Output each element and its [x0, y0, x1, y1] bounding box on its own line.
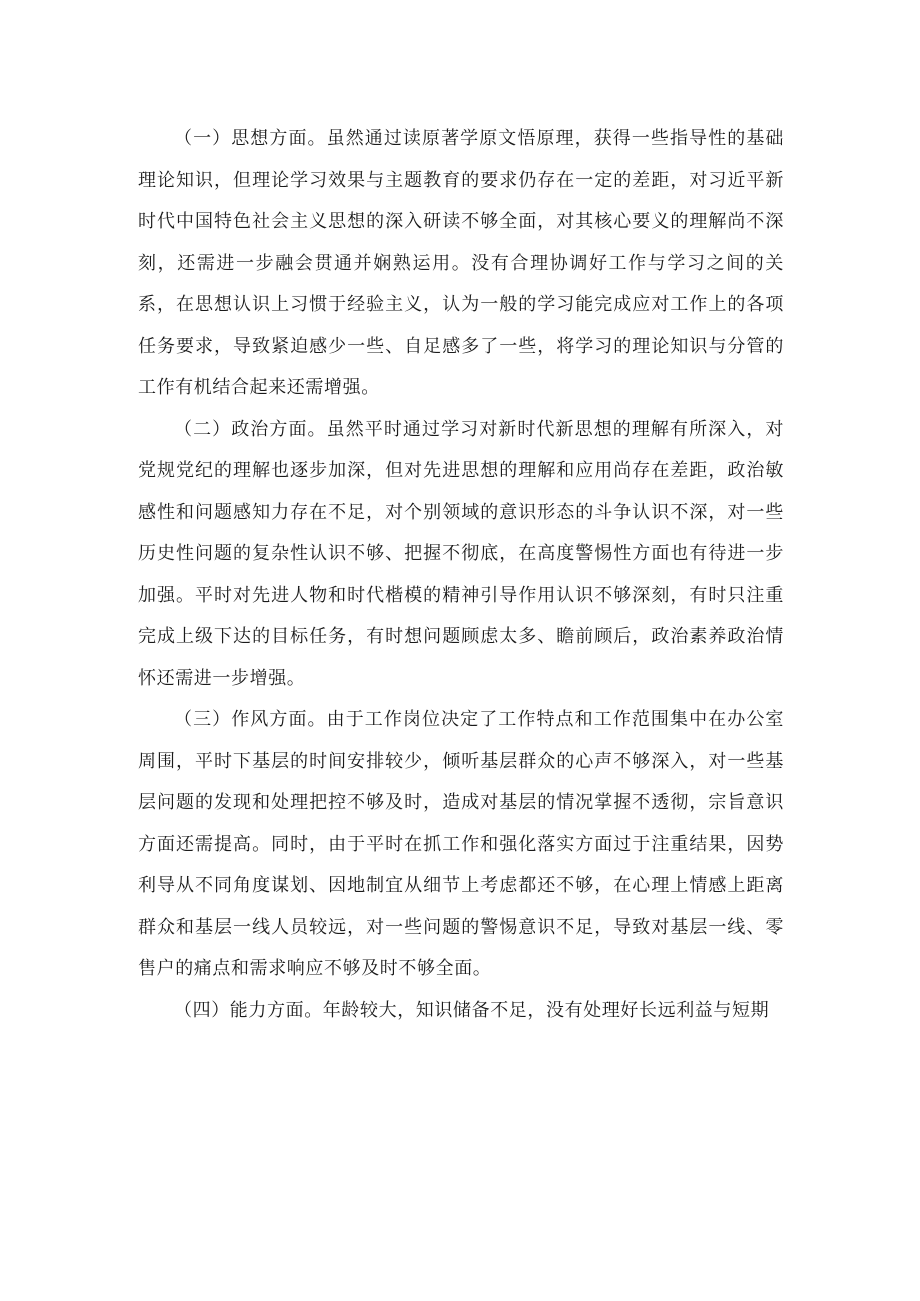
paragraph-thought: （一）思想方面。虽然通过读原著学原文悟原理，获得一些指导性的基础理论知识，但理论学习效果与主题教育的要求仍存在一定的差距，对习近平新时代中国特色社会主义思想的深入研读不够全面，对其核心要义的理解尚不深刻，还需进一步融会贯通并娴熟运用。没有合理协调好工作与学习之间的关系，在思想认识上习惯于经验主义，认为一般的学习能完成应对工作上的各项任务要求，导致紧迫感少一些、自足感多了一些，将学习的理论知识与分管的工作有机结合起来还需增强。 — [138, 128, 784, 398]
document-body — [138, 118, 784, 1031]
paragraph-work-style: （三）作风方面。由于工作岗位决定了工作特点和工作范围集中在办公室周围，平时下基层的时间安排较少，倾听基层群众的心声不够深入，对一些基层问题的发现和处理把控不够及时，造成对基层的情况掌握不透彻，宗旨意识方面还需提高。同时，由于平时在抓工作和强化落实方面过于注重结果，因势利导从不同角度谋划、因地制宜从细节上考虑都还不够，在心理上情感上距离群众和基层一线人员较远，对一些问题的警惕意识不足，导致对基层一线、零售户的痛点和需求响应不够及时不够全面。 — [138, 709, 784, 979]
paragraph-ability: （四）能力方面。年龄较大，知识储备不足，没有处理好长远利益与短期 — [174, 999, 770, 1021]
paragraph-politics: （二）政治方面。虽然平时通过学习对新时代新思想的理解有所深入，对党规党纪的理解也逐步加深，但对先进思想的理解和应用尚存在差距，政治敏感性和问题感知力存在不足，对个别领域的意识形态的斗争认识不深，对一些历史性问题的复杂性认识不够、把握不彻底，在高度警惕性方面也有待进一步加强。平时对先进人物和时代楷模的精神引导作用认识不够深刻，有时只注重完成上级下达的目标任务，有时想问题顾虑太多、瞻前顾后，政治素养政治情怀还需进一步增强。 — [138, 418, 784, 689]
